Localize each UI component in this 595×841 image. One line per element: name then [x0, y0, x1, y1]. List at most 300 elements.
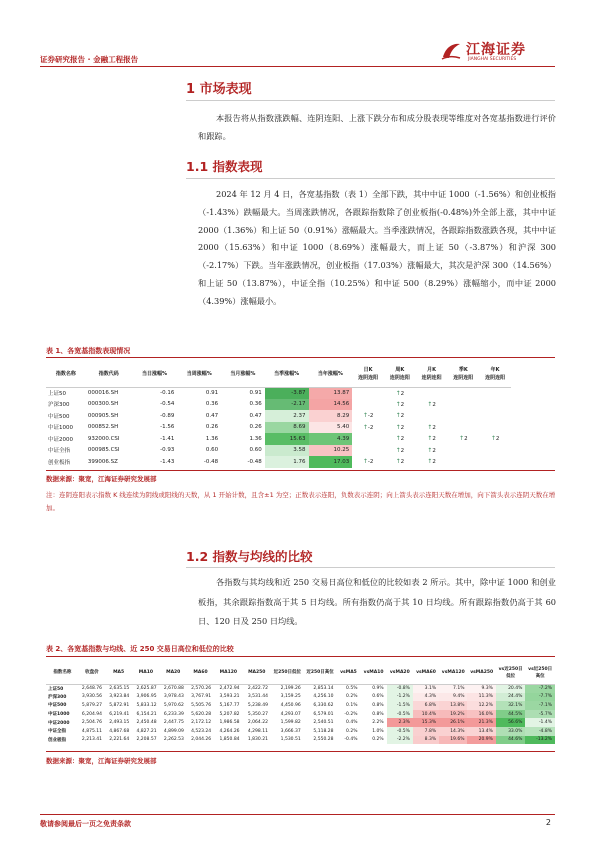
table-cell-wk [384, 410, 416, 422]
table-row [46, 399, 511, 411]
table-cell-yk [479, 399, 511, 411]
table-cell: 5,970.62 [163, 702, 184, 708]
table-cell-y: 17.03 [309, 456, 353, 468]
table-cell-name: 上证50 [48, 391, 66, 397]
table-cell-q: 8.69 [265, 422, 309, 434]
col-header: 收盘价 [79, 662, 105, 684]
table-cell-q: 1.76 [265, 456, 309, 468]
section-1-divider [186, 100, 555, 101]
table-cell-y: 4.39 [309, 433, 353, 445]
table-cell: -7.1% [525, 701, 555, 710]
table-cell: 4,264.26 [219, 728, 240, 734]
table-cell: 2,262.53 [163, 737, 184, 743]
streak-count: 2 [495, 436, 500, 443]
table-cell: 0.9% [372, 686, 384, 692]
table-cell: 4,867.68 [109, 728, 130, 734]
table-cell: 44.6% [496, 736, 525, 745]
streak-count: 2 [432, 401, 436, 408]
table-cell: 2,570.26 [191, 686, 212, 692]
table-row [46, 422, 511, 434]
table-cell-dk [352, 399, 384, 411]
table-cell: 2,447.75 [163, 720, 184, 726]
table-cell-m: 0.91 [249, 390, 262, 396]
col-header: 当日涨幅% [132, 361, 178, 387]
table-row [46, 387, 511, 399]
table-cell-name: 沪深300 [48, 402, 70, 409]
table-cell: 6,330.62 [313, 702, 334, 708]
section-1-1-paragraph: 2024 年 12 月 4 日，各宽基指数（表 1）全部下跌，其中中证 1000（-1.56%）和创业板指（-1.43%）跌幅最大。当周涨跌情况，各跟踪指数除了创业板指(-0.48%)外全部上涨，其中中证 2000（1.36%）和上证 50（0.91%）涨幅最大。当季涨跌情况，各跟踪指数涨跌各现，其中中证 2000（15.63%）和中证 1000（8.69%）涨幅最大，而上证 50（-3.87%）和沪深 300（-2.17%）下跌。当年涨跌情况，创业板指（17.03%）涨幅最大，其次是沪深 300（14.56%）和上证 50（13.87%），中证全指（10.25%）和中证 500（8.29%）涨幅缩小，而中证 2000（4.39%）涨幅最小。 [198, 189, 556, 306]
table-header-row [46, 662, 555, 684]
table-1-caption: 表 1、各宽基指数表现情况 [46, 347, 131, 355]
table-cell-wk [384, 387, 416, 399]
table-cell: -0.5% [387, 727, 413, 736]
table-cell: 中证2000 [48, 720, 70, 726]
table-cell-wk [384, 399, 416, 411]
up-arrow-icon: ↑ [427, 446, 433, 454]
logo-cn-text: 江海证券 [466, 42, 526, 58]
table-cell: -0.5% [387, 710, 413, 719]
table-cell: -2.2% [387, 736, 413, 745]
table-cell-m: 1.36 [249, 435, 262, 442]
table-cell: 4,875.11 [81, 728, 102, 734]
table-cell-code: 932000.CSI [87, 435, 120, 442]
table-cell: -0.8% [387, 684, 413, 693]
table-cell-yk [479, 445, 511, 457]
table-1-bottom-rule [46, 470, 555, 471]
table-cell: -13.2% [525, 736, 555, 745]
streak-count: 2 [400, 413, 405, 420]
table-cell: 6.8% [413, 701, 439, 710]
table-1-top-rule [46, 357, 555, 358]
table-cell: 2,625.87 [136, 686, 157, 692]
up-arrow-icon: ↑ [362, 423, 368, 431]
table-row [46, 710, 555, 719]
table-cell-yk [479, 410, 511, 422]
table-cell: 5,167.77 [219, 702, 240, 708]
table-cell: 5,620.28 [191, 711, 212, 717]
col-header: vs近250日 低位 [496, 662, 525, 684]
table-2-top-rule [46, 656, 555, 657]
table-cell-w: 0.60 [205, 447, 219, 454]
table-cell: 1,599.82 [280, 720, 301, 726]
table-cell-d: -1.43 [160, 458, 175, 465]
col-header: 近250日高位 [304, 662, 337, 684]
table-cell: 0.8% [372, 711, 384, 717]
table-cell: 32.1% [496, 701, 525, 710]
table-cell: 5,350.27 [247, 711, 268, 717]
table-cell-name: 中证2000 [48, 436, 73, 443]
table-cell: 2,044.26 [191, 737, 212, 743]
table-cell-w: 0.36 [205, 401, 219, 408]
col-header: vsMA20 [387, 662, 413, 684]
table-cell: 1,850.84 [219, 737, 240, 743]
table-row [46, 693, 555, 702]
table-cell: 3,666.37 [280, 728, 301, 734]
table-cell-mk [416, 433, 448, 445]
col-header: 指数代码 [86, 361, 132, 387]
table-cell-q: -3.87 [265, 387, 309, 399]
table-cell: 0.4% [346, 720, 358, 726]
table-cell: 19.6% [439, 736, 467, 745]
table-cell: 2,422.72 [247, 686, 268, 692]
table-cell: 9.4% [439, 693, 467, 702]
header-divider [40, 66, 555, 67]
table-cell-mk [416, 456, 448, 468]
table-cell: 2,550.28 [313, 737, 334, 743]
table-2-bottom-rule [46, 751, 555, 752]
table-row [46, 701, 555, 710]
table-cell-yk [479, 433, 511, 445]
table-cell-w: 0.47 [205, 412, 219, 419]
col-header: 指数名称 [46, 361, 86, 387]
table-cell-qk [447, 422, 479, 434]
table-cell: 0.6% [372, 694, 384, 700]
streak-count: 2 [400, 390, 405, 397]
table-cell: 3,923.84 [109, 694, 130, 700]
table-cell: 6,219.41 [109, 711, 130, 717]
table-cell-q: 3.58 [265, 445, 309, 457]
table-cell-d: -0.89 [160, 412, 175, 419]
table-cell: 4,523.24 [191, 728, 212, 734]
table-cell-q: 2.37 [265, 410, 309, 422]
table-cell: 1,830.21 [247, 737, 268, 743]
up-arrow-icon: ↑ [490, 435, 496, 443]
table-cell: -1.5% [387, 701, 413, 710]
table-cell: 9.3% [467, 684, 495, 693]
table-cell: 14.3% [439, 727, 467, 736]
up-arrow-icon: ↑ [362, 412, 368, 420]
table-cell: 6,204.94 [81, 711, 102, 717]
table-cell-mk [416, 445, 448, 457]
table-cell-d: -0.16 [160, 390, 175, 396]
table-cell-q: 15.63 [265, 433, 309, 445]
table-cell-dk [352, 445, 384, 457]
table-cell-wk [384, 456, 416, 468]
table-cell: 3,767.91 [191, 694, 212, 700]
table-cell: 5,118.28 [313, 728, 334, 734]
table-cell: 3,930.56 [81, 694, 102, 700]
col-header: 周K 连阴连阳 [384, 361, 416, 387]
table-cell: 6,579.01 [313, 711, 334, 717]
table-cell: 4,298.11 [247, 728, 268, 734]
table-cell-wk [384, 422, 416, 434]
streak-count: 2 [432, 436, 436, 443]
table-cell: 44.5% [496, 710, 525, 719]
streak-count: -2 [367, 459, 374, 466]
table-cell-mk [416, 410, 448, 422]
streak-count: 2 [432, 424, 436, 431]
section-1-title: 1 市场表现 [186, 82, 252, 97]
table-1-note: 注：连阴连阳表示指数 K 线连续为阴线或阳线的天数，从 1 开始计数，且含±1 为空；正数表示连阳，负数表示连阴；向上箭头表示连阳天数在增加，向下箭头表示连阴天数在增加。 [46, 491, 556, 512]
table-cell-wk [384, 433, 416, 445]
table-cell-mk [416, 399, 448, 411]
table-cell-mk [416, 422, 448, 434]
streak-count: 2 [400, 447, 405, 454]
table-cell: 2,172.12 [191, 720, 212, 726]
table-row [46, 456, 511, 468]
table-cell-q: -2.17 [265, 399, 309, 411]
table-2-caption: 表 2、各宽基指数与均线、近 250 交易日高位和低位的比较 [46, 645, 234, 653]
table-cell: 7.1% [439, 684, 467, 693]
table-cell: -0.2% [344, 711, 358, 717]
up-arrow-icon: ↑ [395, 423, 401, 431]
col-header: 日K 连阴连阳 [352, 361, 384, 387]
table-cell-name: 中证全指 [48, 448, 71, 455]
table-cell: 0.2% [372, 737, 384, 743]
table-cell: 0.1% [346, 702, 358, 708]
table-row [46, 433, 511, 445]
section-1-2-paragraph: 各指数与其均线和近 250 交易日高位和低位的比较如表 2 所示。其中，除中证 1000 和创业板指，其余跟踪指数高于其 5 日均线。所有指数仍高于其 10 日均线。所有跟踪指数仍高于其 60 日、120 日及 250 日均线。 [198, 577, 556, 626]
table-cell-dk [352, 387, 384, 399]
col-header: 年K 连阴连阳 [479, 361, 511, 387]
table-cell: 5,872.91 [109, 702, 130, 708]
col-header: 当月涨幅% [221, 361, 265, 387]
company-logo [440, 38, 555, 66]
table-cell: 16.0% [467, 710, 495, 719]
table-cell: 2,853.14 [313, 686, 334, 692]
table-cell: 3,159.25 [280, 694, 301, 700]
table-cell: 2,504.76 [81, 720, 102, 726]
logo-en-text: JIANGHAI SECURITIES [468, 57, 517, 62]
table-cell: 2,208.57 [136, 737, 157, 743]
col-header: 当年涨幅% [309, 361, 353, 387]
table-cell: 8.3% [413, 736, 439, 745]
table-row [46, 684, 555, 693]
col-header: 近250日低位 [271, 662, 304, 684]
table-cell-wk [384, 445, 416, 457]
table-cell: 5,207.82 [219, 711, 240, 717]
col-header: vs近250日 高位 [525, 662, 555, 684]
up-arrow-icon: ↑ [427, 435, 433, 443]
table-row [46, 410, 511, 422]
table-cell: 3,906.95 [136, 694, 157, 700]
table-cell: 4,293.07 [280, 711, 301, 717]
table-cell-m: -0.48 [247, 458, 262, 465]
up-arrow-icon: ↑ [395, 446, 401, 454]
table-cell-qk [447, 387, 479, 399]
table-cell: 10.4% [413, 710, 439, 719]
table-cell: 0.2% [346, 694, 358, 700]
streak-count: 2 [400, 401, 405, 408]
table-cell: -1.2% [387, 693, 413, 702]
table-cell-code: 000016.SH [87, 390, 119, 396]
table-cell-name: 中证1000 [48, 425, 73, 432]
table-cell-m: 0.26 [249, 424, 262, 431]
table-header-row [46, 361, 511, 387]
table-cell-yk [479, 422, 511, 434]
table-cell-d: -0.93 [160, 447, 175, 454]
col-header: MA10 [132, 662, 159, 684]
table-cell: 4,450.96 [280, 702, 301, 708]
table-cell-m: 0.36 [249, 401, 262, 408]
table-cell-w: 1.36 [205, 435, 219, 442]
streak-count: 2 [400, 436, 405, 443]
index-performance-table [46, 361, 511, 468]
table-cell: 上证50 [48, 686, 64, 692]
col-header: vsMA10 [360, 662, 386, 684]
table-cell: 0.8% [372, 702, 384, 708]
table-cell: 2,493.15 [109, 720, 130, 726]
table-cell: 中证500 [48, 703, 67, 709]
table-cell: 15.3% [413, 718, 439, 727]
section-1-2-title: 1.2 指数与均线的比较 [186, 549, 313, 564]
table-cell: 4,827.21 [136, 728, 157, 734]
table-1-source: 数据来源：聚宽，江海证券研究发展部 [46, 475, 157, 483]
footer-disclaimer: 敬请参阅最后一页之免责条款 [40, 820, 131, 828]
col-header: MA20 [160, 662, 187, 684]
table-cell-d: -1.41 [160, 435, 175, 442]
table-cell: 2,648.76 [81, 686, 102, 692]
table-cell-w: 0.26 [205, 424, 219, 431]
table-cell: 4,899.09 [163, 728, 184, 734]
table-cell: 2,472.94 [219, 686, 240, 692]
table-row [46, 445, 511, 457]
table-cell-y: 13.87 [309, 387, 353, 399]
col-header: 季K 连阴连阳 [447, 361, 479, 387]
streak-count: 2 [400, 459, 405, 466]
table-cell: 2,199.26 [280, 686, 301, 692]
streak-count: -2 [367, 424, 374, 431]
table-cell-dk [352, 456, 384, 468]
section-1-1-title: 1.1 指数表现 [186, 159, 263, 174]
col-header: 当周涨幅% [177, 361, 221, 387]
table-cell: 20.9% [467, 736, 495, 745]
streak-count: -2 [367, 413, 374, 420]
table-cell-y: 5.40 [309, 422, 353, 434]
table-cell: 2.2% [372, 720, 384, 726]
col-header: 当季涨幅% [265, 361, 309, 387]
table-cell: 2,670.88 [163, 686, 184, 692]
table-cell: 3,531.44 [247, 694, 268, 700]
table-cell-mk [416, 387, 448, 399]
table-cell: 6,233.39 [163, 711, 184, 717]
table-cell: -7.7% [525, 693, 555, 702]
table-cell: 1.0% [372, 728, 384, 734]
table-row [46, 736, 555, 745]
table-cell-w: 0.91 [205, 390, 219, 396]
table-2-source: 数据来源：聚宽，江海证券研究发展部 [46, 757, 157, 765]
table-cell-code: 000985.CSI [87, 447, 120, 454]
up-arrow-icon: ↑ [427, 458, 433, 466]
up-arrow-icon: ↑ [395, 400, 401, 408]
table-cell-dk [352, 410, 384, 422]
table-cell-qk [447, 399, 479, 411]
table-cell: 中证1000 [48, 712, 70, 718]
col-header: vsMA250 [467, 662, 495, 684]
col-header: MA250 [243, 662, 271, 684]
table-row [46, 718, 555, 727]
table-cell-yk [479, 456, 511, 468]
jianghai-logo-icon [440, 40, 462, 62]
streak-count: 2 [432, 459, 436, 466]
table-cell-qk [447, 445, 479, 457]
table-cell: 0.2% [346, 728, 358, 734]
col-header: vsMA120 [439, 662, 467, 684]
table-cell: 3.1% [413, 684, 439, 693]
col-header: MA60 [187, 662, 214, 684]
table-cell: 2.3% [387, 718, 413, 727]
table-cell-m: 0.47 [249, 412, 262, 419]
table-cell: 5,238.49 [247, 702, 268, 708]
table-cell-y: 10.25 [309, 445, 353, 457]
table-cell: 4.3% [413, 693, 439, 702]
table-cell-qk [447, 410, 479, 422]
table-cell: 20.4% [496, 684, 525, 693]
table-cell-code: 000300.SH [87, 401, 119, 408]
table-cell: 创业板指 [48, 737, 66, 743]
table-cell: 33.0% [496, 727, 525, 736]
table-cell: 沪深300 [48, 694, 67, 700]
table-cell: 5,833.12 [136, 702, 157, 708]
table-cell-y: 8.29 [309, 410, 353, 422]
table-cell-yk [479, 387, 511, 399]
table-cell-y: 14.56 [309, 399, 353, 411]
up-arrow-icon: ↑ [395, 412, 401, 420]
table-cell-d: -1.56 [160, 424, 175, 431]
up-arrow-icon: ↑ [427, 400, 433, 408]
col-header: MA120 [214, 662, 242, 684]
table-cell: 中证全指 [48, 729, 66, 735]
table-cell: 5,879.27 [81, 702, 102, 708]
table-cell: 3,593.21 [219, 694, 240, 700]
index-vs-ma-table [46, 662, 555, 744]
table-cell-qk [447, 456, 479, 468]
header-report-type: 证券研究报告 · 金融工程报告 [40, 55, 139, 64]
table-cell: -1.4% [525, 718, 555, 727]
table-cell: 13.8% [439, 701, 467, 710]
table-cell-name: 中证500 [48, 413, 70, 420]
table-cell: 4,256.10 [313, 694, 334, 700]
table-cell: 2,635.15 [109, 686, 130, 692]
table-cell: -5.7% [525, 710, 555, 719]
up-arrow-icon: ↑ [395, 389, 401, 397]
table-cell: 2,213.41 [81, 737, 102, 743]
table-cell-name: 创业板指 [48, 459, 71, 466]
table-cell-qk [447, 433, 479, 445]
table-cell: 6,154.21 [136, 711, 157, 717]
table-cell: 24.4% [496, 693, 525, 702]
section-1-1-divider [186, 178, 555, 179]
table-cell: 56.6% [496, 718, 525, 727]
col-header: vsMA5 [336, 662, 360, 684]
col-header: MA5 [105, 662, 132, 684]
table-cell-m: 0.60 [249, 447, 262, 454]
table-cell: 12.2% [467, 701, 495, 710]
table-cell-w: -0.48 [203, 458, 219, 465]
section-1-intro: 本报告将从指数涨跌幅、连阴连阳、上涨下跌分布和成分股表现等维度对各宽基指数进行评价和跟踪。 [198, 113, 556, 141]
table-cell-code: 000905.SH [87, 412, 119, 419]
page-number: 2 [545, 818, 551, 827]
table-cell-code: 000852.SH [87, 424, 119, 431]
streak-count: 2 [464, 436, 468, 443]
table-cell: 5,505.76 [191, 702, 212, 708]
streak-count: 2 [432, 447, 436, 454]
table-cell-code: 399006.SZ [87, 458, 118, 465]
table-cell: 7.8% [413, 727, 439, 736]
col-header: vsMA60 [413, 662, 439, 684]
col-header: 月K 连阴连阳 [416, 361, 448, 387]
up-arrow-icon: ↑ [459, 435, 465, 443]
table-cell-d: -0.54 [160, 401, 175, 408]
table-cell: 2,450.48 [136, 720, 157, 726]
table-cell: 13.4% [467, 727, 495, 736]
table-cell: 21.3% [467, 718, 495, 727]
table-cell: 3,978.43 [163, 694, 184, 700]
table-cell-dk [352, 433, 384, 445]
footer-divider [40, 814, 555, 815]
table-cell: 26.1% [439, 718, 467, 727]
table-cell: 2,064.22 [247, 720, 268, 726]
